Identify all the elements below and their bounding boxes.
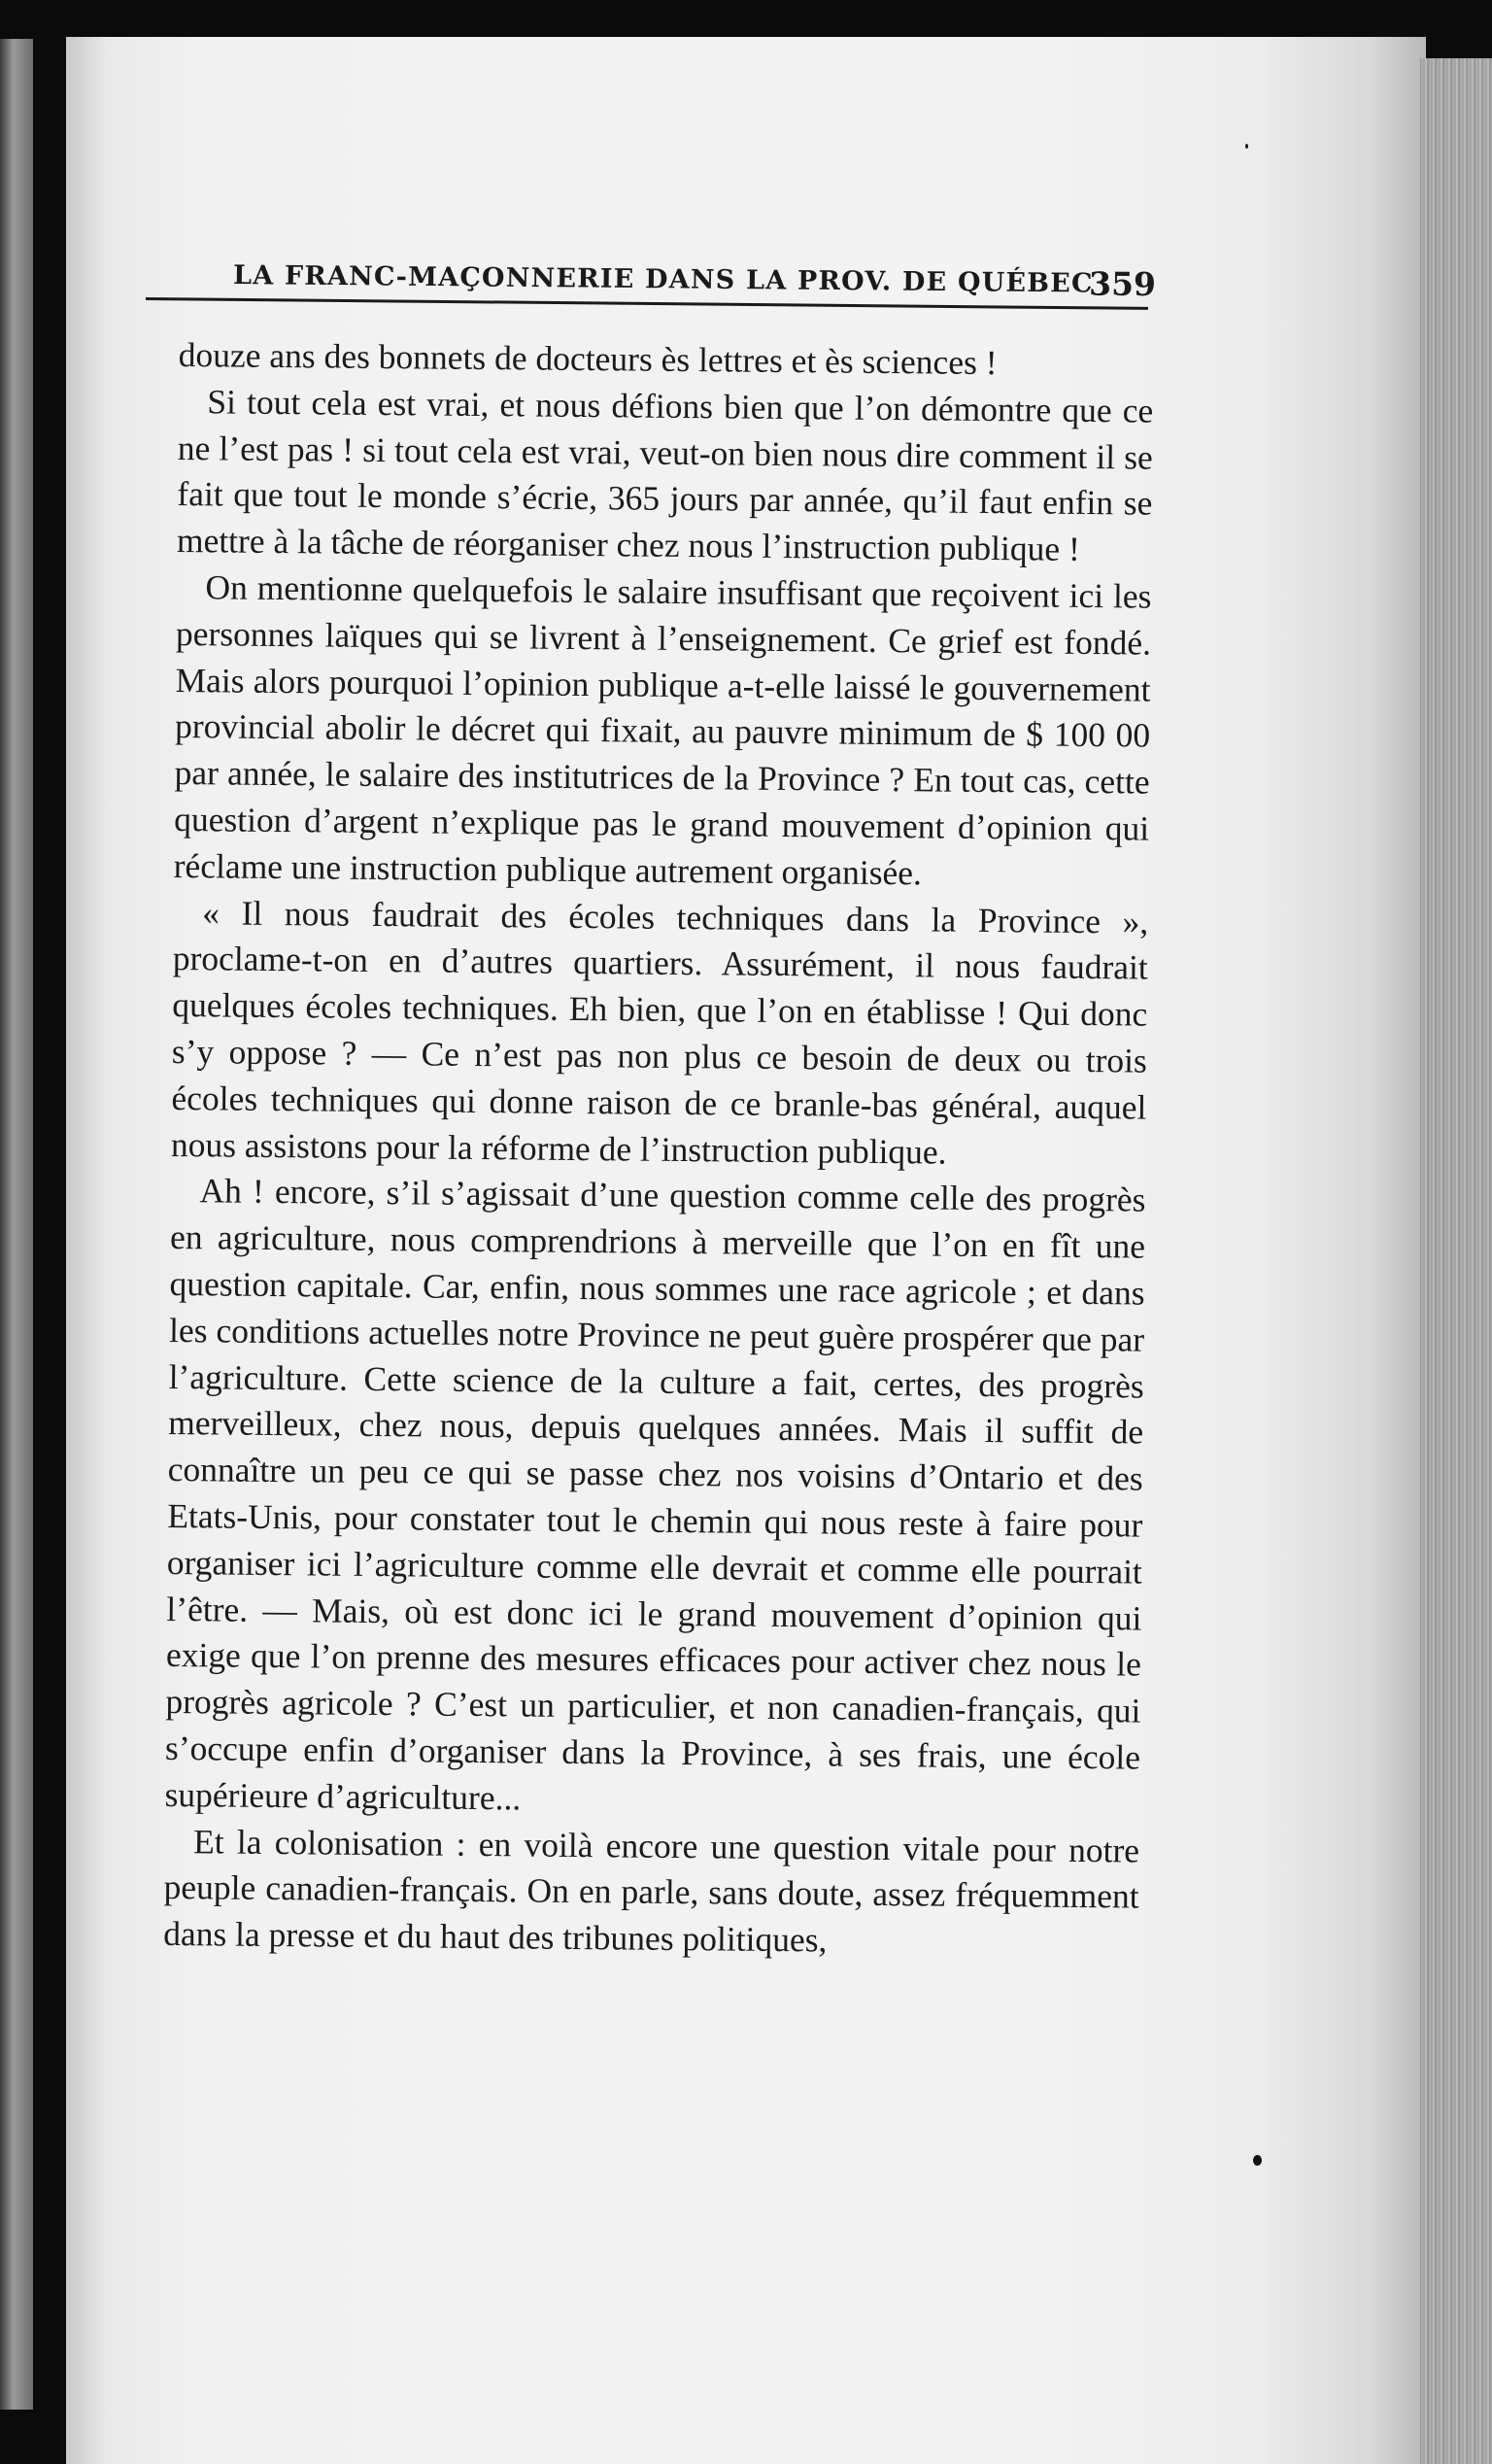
paragraph: Et la colonisation : en voilà encore une question vitale pour notre peuple canadien-français. On en parle, sans doute, assez fréquemment dans la presse et du haut des tribunes politiques, [162, 1821, 1140, 1960]
page-stack-edge [1420, 58, 1492, 2464]
paragraph: Ah ! encore, s’il s’agissait d’une question comme celle des progrès en agriculture, nous comprendrions à merveille que l’on en fît une question capitale. Car, enfin, nous sommes une race agricole ; et dans les conditions actuelles notre Province ne peut guère prospérer que par l’agriculture. Cette science de la culture a fait, certes, des progrès merveilleux, chez nous, depuis quelques années. Mais il suffit de connaître un peu ce qui se passe chez nos voisins d’Ontario et des Etats-Unis, pour constater tout le chemin qui nous reste à faire pour organiser ici l’agriculture comme elle devrait et comme elle pourrait l’être. — Mais, où est donc ici le grand mouvement d’opinion qui exige que l’on prenne des mesures efficaces pour activer chez nous le progrès agricole ? C’est un particulier, et non canadien-français, qui s’occupe enfin d’organiser dans la Province, à ses frais, une école supérieure d’agriculture... [164, 1171, 1146, 1818]
running-title: LA FRANC-MAÇONNERIE DANS LA PROV. DE QUÉBEC [232, 260, 1094, 299]
paragraph: On mentionne quelquefois le salaire insuffisant que reçoivent ici les personnes laïques qui se livrent à l’enseignement. Ce grief est fondé. Mais alors pourquoi l’opinion publique a-t-elle laissé le gouvernement provincial abolir le décret qui fixait, au pauvre minimum de $ 100 00 par année, le salaire des institutrices de la Province ? En tout cas, cette question d’argent n’explique pas le grand mouvement d’opinion qui réclame une instruction publique autrement organisée. [173, 567, 1152, 893]
paragraph: « Il nous faudrait des écoles techniques dans la Province », proclame-t-on en d’autres quartiers. Assurément, il nous faudrait quelques écoles techniques. Eh bien, que l’on en établisse ! Qui donc s’y oppose ? — Ce n’est pas non plus ce besoin de deux ou trois écoles techniques qui donne raison de ce branle-bas général, auquel nous assistons pour la réforme de l’instruction publique. [170, 892, 1149, 1172]
paragraph: Si tout cela est vrai, et nous défions bien que l’on démontre que ce ne l’est pas ! si tout cela est vrai, veut-on bien nous dire comment il se fait que tout le monde s’écrie, 365 jours par année, qu’il faut enfin se mettre à la tâche de réorganiser chez nous l’instruction publique ! [176, 382, 1154, 569]
scan-speck [1253, 2155, 1262, 2166]
page-number: 359 [1088, 264, 1157, 304]
body-text [163, 332, 1154, 1967]
scan-speck [1245, 144, 1248, 149]
paragraph-continuation: douze ans des bonnets de docteurs ès lettres et ès sciences ! [178, 334, 998, 383]
previous-page-edge [0, 39, 33, 2410]
